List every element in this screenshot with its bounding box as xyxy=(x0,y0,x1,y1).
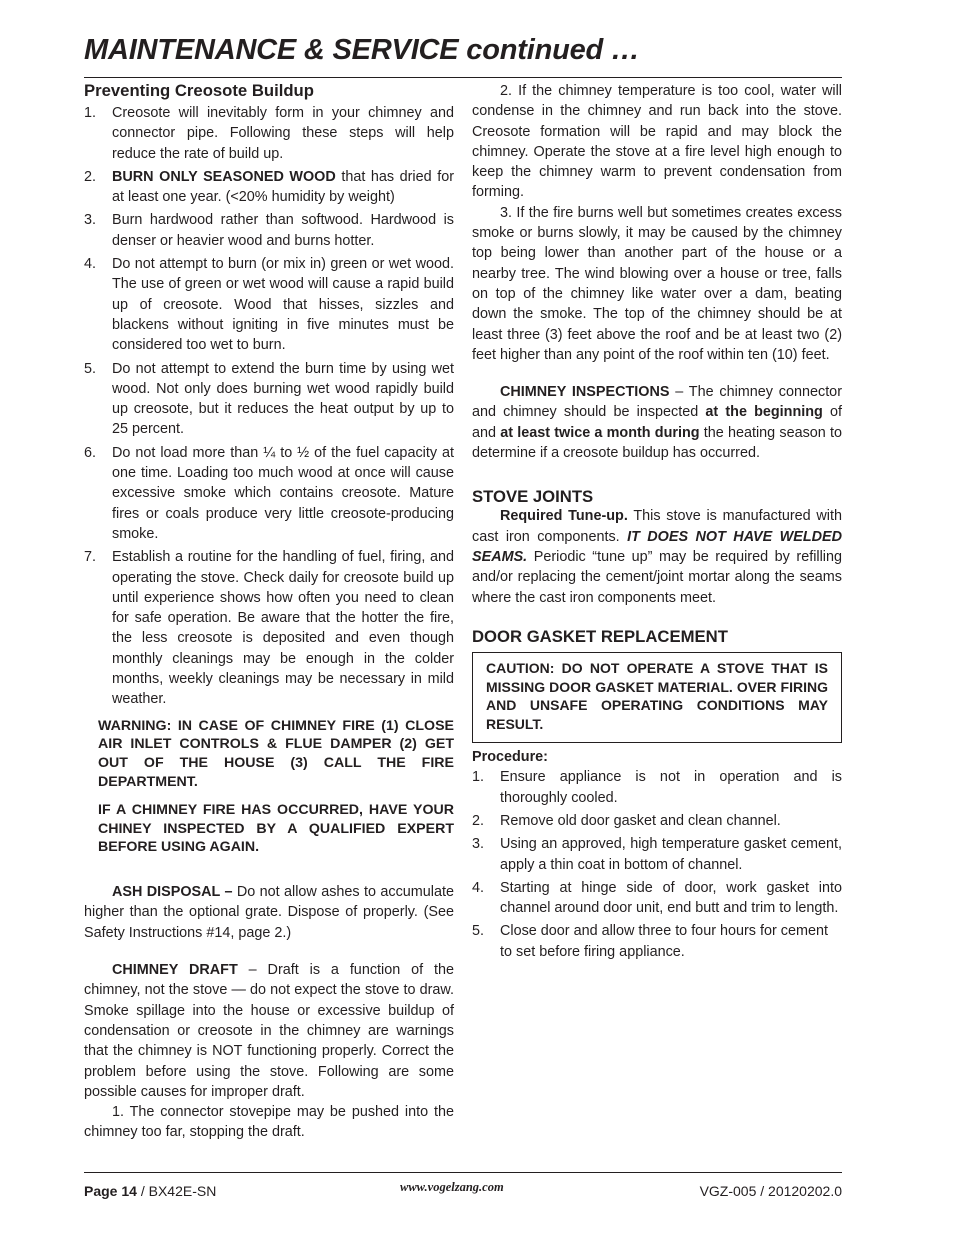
right-column xyxy=(472,81,842,965)
list-item: 4. Do not attempt to burn (or mix in) green or wet wood. The use of green or wet wood will cause a rapid build up of creosote. Wood that hisses, sizzles and blackens without igniting in five minutes must be considered too wet to burn. xyxy=(84,256,454,354)
chimney-draft-paragraph: CHIMNEY DRAFT – Draft is a function of the chimney, not the stove — do not expect the stove to draw. Smoke spillage into the house or excessive buildup of condensation or creosote in the chimney are warnings that the chimney is NOT functioning properly. Correct the problem before using the stove. Following are some possible causes for improper draft. xyxy=(84,962,455,1100)
chimney-fire-warning: WARNING: IN CASE OF CHIMNEY FIRE (1) CLOSE AIR INLET CONTROLS & FLUE DAMPER (2) GET OUT OF THE HOUSE (3) CALL THE FIRE DEPARTMENT. xyxy=(98,717,454,790)
list-item: 3. Using an approved, high temperature gasket cement, apply a thin coat in bottom of channel. xyxy=(472,836,842,873)
list-item: 2. BURN ONLY SEASONED WOOD that has dried for at least one year. (<20% humidity by weight) xyxy=(84,168,454,206)
list-item: 5. Close door and allow three to four hours for cement to set before firing appliance. xyxy=(472,923,828,960)
list-item: 6. Do not load more than ¼ to ½ of the fuel capacity at one time. Loading too much wood at once will cause excessive smoke which contains creosote. Mature fires or coals produce very little creosote-producing smoke. xyxy=(84,444,454,542)
footer-page-info xyxy=(84,1183,216,1199)
left-column xyxy=(84,80,454,1143)
creosote-steps xyxy=(84,103,454,710)
footer-divider xyxy=(84,1172,842,1173)
caution-text: CAUTION: DO NOT OPERATE A STOVE THAT IS MISSING DOOR GASKET MATERIAL. OVER FIRING AND UNSAFE OPERATING CONDITIONS MAY RESULT. xyxy=(486,659,828,733)
stove-joints-heading: STOVE JOINTS xyxy=(472,487,594,507)
list-item: 3. Burn hardwood rather than softwood. Hardwood is denser or heavier wood and burns hotter. xyxy=(84,212,454,249)
footer-website: www.vogelzang.com xyxy=(400,1180,504,1194)
draft-cause-1: 1. The connector stovepipe may be pushed into the chimney too far, stopping the draft. xyxy=(84,1104,454,1141)
model-number: / BX42E-SN xyxy=(136,1183,217,1199)
footer-doc-code: VGZ-005 / 20120202.0 xyxy=(699,1183,842,1199)
page-title: MAINTENANCE & SERVICE continued … xyxy=(84,34,640,66)
page-number: Page 14 xyxy=(84,1183,137,1199)
door-gasket-heading: DOOR GASKET REPLACEMENT xyxy=(472,626,728,646)
title-divider xyxy=(84,77,842,78)
chimney-inspections-paragraph: CHIMNEY INSPECTIONS – The chimney connector and chimney should be inspected at the beginning of and at least twice a month during the heating season to determine if a creosote buildup has occurred. xyxy=(472,384,843,462)
list-item: 1. Ensure appliance is not in operation and is thoroughly cooled. xyxy=(472,769,842,806)
draft-cause-2: 2. If the chimney temperature is too cool, water will condense in the chimney and run back into the stove. Creosote formation will be rapid and may block the chimney. Operate the stove at a fire level high enough to keep the chimney warm to prevent condensation from forming. xyxy=(472,83,842,201)
list-item: 7. Establish a routine for the handling of fuel, firing, and operating the stove. Check daily for creosote build up until experience shows how often you need to clean for safe operation. Be aware that the hotter the fire, the less creosote is deposited and even though monthly cleanings may be enough in the colder months, weekly cleanings may be necessary in mild weather. xyxy=(84,549,454,708)
list-item: 2. Remove old door gasket and clean channel. xyxy=(472,812,781,829)
procedure-label: Procedure: xyxy=(472,749,548,766)
stove-joints-paragraph: Required Tune-up. This stove is manufactured with cast iron components. IT DOES NOT HAVE WELDED SEAMS. Periodic “tune up” may be required by refilling and/or replacing the cement/joint mortar along the seams where the cast iron components meet. xyxy=(472,508,843,606)
list-item: 4. Starting at hinge side of door, work gasket into channel around door unit, end butt and trim to length. xyxy=(472,879,842,917)
inspection-warning: IF A CHIMNEY FIRE HAS OCCURRED, HAVE YOUR CHINEY INSPECTED BY A QUALIFIED EXPERT BEFORE USING AGAIN. xyxy=(98,801,454,856)
ash-disposal-paragraph: ASH DISPOSAL – Do not allow ashes to accumulate higher than the optional grate. Dispose of properly. (See Safety Instructions #14, page 2.) xyxy=(84,884,454,941)
draft-cause-3: 3. If the fire burns well but sometimes creates excess smoke or burns slowly, it may be caused by the chimney top being lower than another part of the house or a nearby tree. The wind blowing over a house or tree, falls on top of the chimney like water over a dam, beating down the smoke. The top of the chimney should be at least three (3) feet above the roof and be at least two (2) feet higher than any point of the roof within ten (10) feet. xyxy=(472,204,842,363)
caution-box xyxy=(472,652,842,743)
creosote-heading: Preventing Creosote Buildup xyxy=(84,81,314,100)
list-item: 5. Do not attempt to extend the burn time by using wet wood. Not only does burning wet wood rapidly build up creosote, but it reduces the heat output by up to 25 percent. xyxy=(84,360,454,438)
list-item: 1. Creosote will inevitably form in your chimney and connector pipe. Following these steps will help reduce the rate of build up. xyxy=(84,105,454,162)
procedure-steps xyxy=(472,767,842,962)
